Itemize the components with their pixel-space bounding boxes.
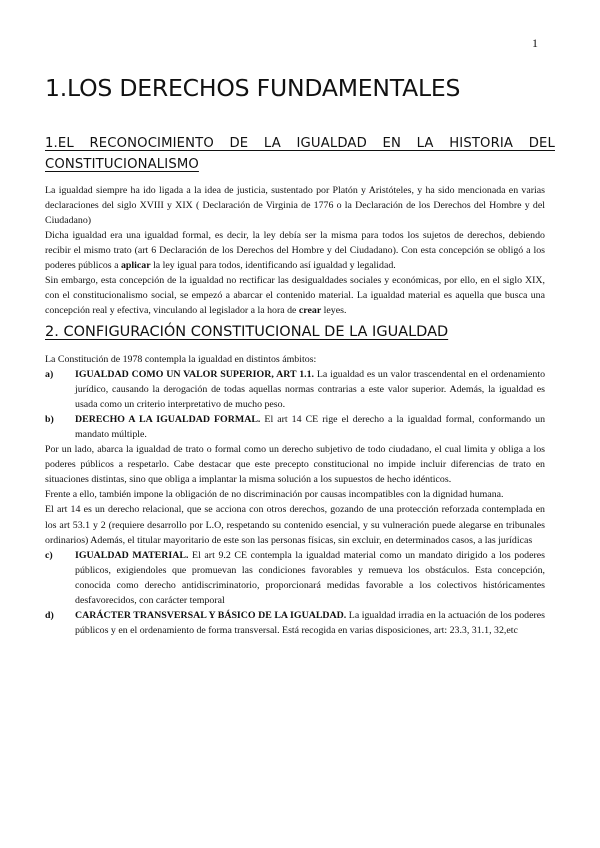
list-item-heading: IGUALDAD COMO UN VALOR SUPERIOR, ART 1.1. (75, 369, 315, 381)
paragraph-text: la ley igual para todos, identificando así igualdad y legalidad. (150, 260, 396, 272)
list-item-body: El art 14 CE rige el derecho a la igualdad formal, conformando un mandato múltiple. (75, 414, 546, 441)
list-item-b (45, 412, 545, 442)
list-item-letter: d) (45, 609, 54, 621)
item-b-continuation-3: El art 14 es un derecho relacional, que se acciona con otros derechos, gozando de una protección reforzada contemplada en los art 53.1 y 2 (requiere desarrollo por L.O, respetando su contenido esencial, y su vulneración puede alegarse en tribunales ordinarios) Además, el titular mayoritario de este son las personas físicas, sin excluir, en determinados casos, a las jurídicas (45, 504, 545, 546)
paragraph-text: leyes. (321, 305, 347, 317)
page-number: 1 (532, 36, 538, 50)
list-item-d (45, 608, 545, 638)
section-1-paragraph-1: La igualdad siempre ha ido ligada a la idea de justicia, sustentado por Platón y Aristóteles, y ha sido mencionada en varias declaraciones del siglo XVIII y XIX ( Declaración de Virginia de 1776 o la Declaración de los Derechos del Hombre y del Ciudadano) (45, 185, 545, 227)
list-item-text (75, 412, 545, 442)
list-item-c (45, 548, 545, 608)
list-item-letter: a) (45, 369, 54, 381)
section-1-paragraph-2 (45, 228, 545, 273)
section-2-heading: 2. CONFIGURACIÓN CONSTITUCIONAL DE LA IGUALDAD (45, 324, 449, 340)
list-item-a (45, 367, 545, 412)
list-item-heading: IGUALDAD MATERIAL. (75, 549, 189, 561)
paragraph-text: Dicha igualdad era una igualdad formal, es decir, la ley debía ser la misma para todos los sujetos de derechos, debiendo recibir el mismo trato (art 6 Declaración de los Derechos del Hombre y del Ciudadano). Con esta concepción se obligó a los poderes públicos a (45, 230, 545, 272)
emphasis-crear: crear (298, 305, 322, 317)
list-item-letter: b) (45, 414, 54, 426)
list-item-letter: c) (45, 549, 53, 561)
document-title: 1.LOS DERECHOS FUNDAMENTALES (45, 74, 461, 102)
section-1-paragraph-3 (45, 273, 545, 318)
item-b-continuation-1: Por un lado, abarca la igualdad de trato o formal como un derecho subjetivo de todo ciudadano, el cual limita y obliga a los poderes públicos a respetarlo. Cabe destacar que este precepto constitucional no impide incluir diferencias de trato en situaciones distintas, sino que obliga a implantar la misma solución a los supuestos de hecho idénticos. (45, 444, 545, 486)
list-item-heading: DERECHO A LA IGUALDAD FORMAL. (75, 414, 261, 426)
list-item-text (75, 608, 545, 638)
section-2-body (45, 352, 545, 638)
list-item-body: El art 9.2 CE contempla la igualdad material como un mandato dirigido a los poderes públicos, exigiendoles que promuevan las condiciones favorables y remueva los obstáculos. Esta concepción, conocida como derecho antidiscriminatorio, proporcionará medidas favorable a los colectivos históricamentes desfavorecidos, con carácter temporal (75, 549, 545, 606)
list-item-heading: CARÁCTER TRANSVERSAL Y BÁSICO DE LA IGUALDAD. (75, 609, 347, 621)
emphasis-aplicar: aplicar (120, 260, 151, 272)
section-2-intro: La Constitución de 1978 contempla la igualdad en distintos ámbitos: (45, 354, 317, 365)
section-1-body (45, 183, 545, 318)
paragraph-text: Sin embargo, esta concepción de la igualdad no rectificar las desigualdades sociales y económicas, por ello, en el siglo XIX, con el constitucionalismo social, se empezó a abarcar el contenido material. La igualdad material es aquella que busca una concepción real y efectiva, vinculando al legislador a la hora de (45, 275, 545, 317)
list-item-text (75, 548, 545, 608)
list-item-body: La igualdad irradia en la actuación de los poderes públicos y en el ordenamiento de forma transversal. Está recogida en varias disposiciones, art: 23.3, 31.1, 32,etc (75, 609, 545, 636)
item-b-continuation-2: Frente a ello, también impone la obligación de no discriminación por causas incompatibles con la dignidad humana. (45, 489, 504, 501)
list-item-body: La igualdad es un valor trascendental en el ordenamiento jurídico, causando la derogación de todas aquellas normas contrarias a este valor superior. Además, la igualdad es usada como un criterio interpretativo de mucho peso. (75, 369, 546, 411)
list-item-text (75, 367, 545, 412)
section-1-heading: 1.EL RECONOCIMIENTO DE LA IGUALDAD EN LA HISTORIA DEL CONSTITUCIONALISMO (45, 136, 555, 172)
